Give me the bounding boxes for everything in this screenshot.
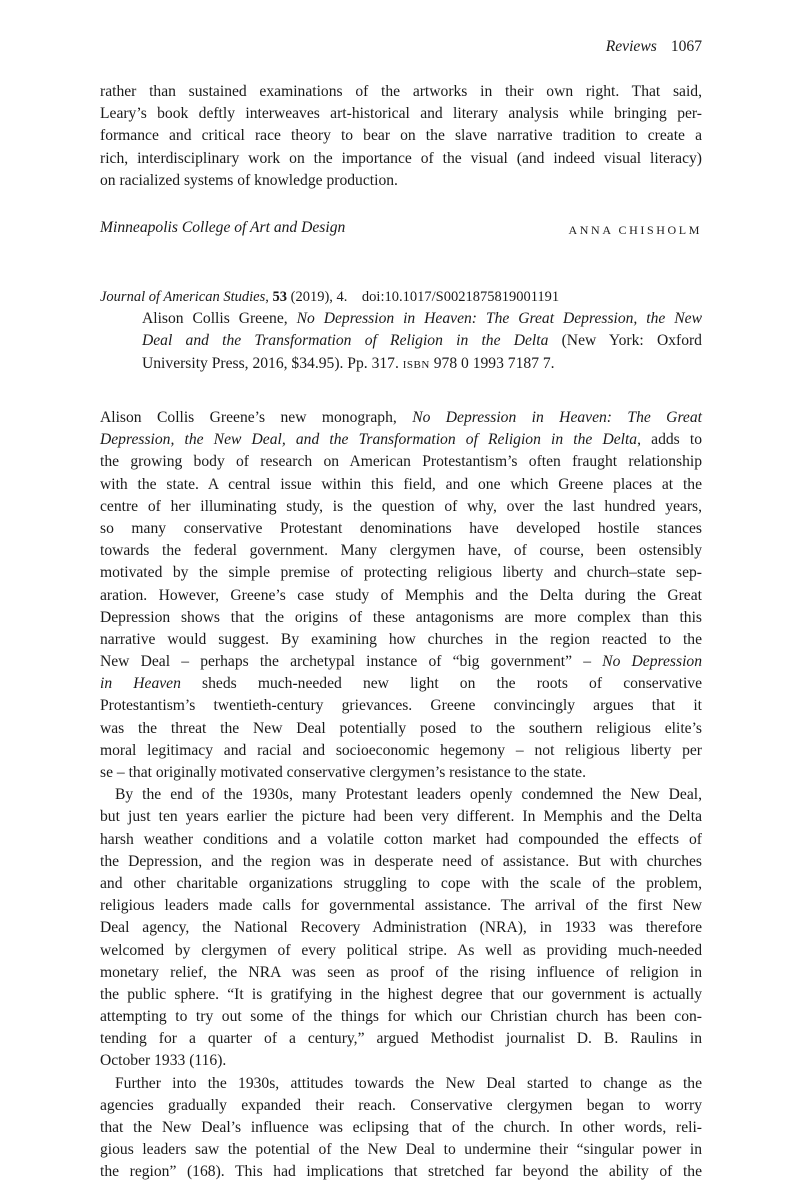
- text-line: [100, 851, 702, 873]
- text-segment: and other charitable organizations struggling to cope with the scale of the problem,: [100, 874, 702, 892]
- text-line: [100, 585, 702, 607]
- review-body: [100, 407, 702, 1184]
- text-line: [100, 1028, 702, 1050]
- text-segment: se – that originally motivated conservative clergymen’s resistance to the state.: [100, 764, 587, 781]
- text-segment: Protestantism’s twentieth-century grievances. Greene convincingly argues that it: [100, 697, 702, 715]
- text-segment: on racialized systems of knowledge production.: [100, 171, 398, 189]
- reviewer-institution: Minneapolis College of Art and Design: [100, 219, 346, 236]
- text-line: [100, 806, 702, 828]
- text-line: [142, 353, 702, 375]
- text-segment: Leary’s book deftly interweaves art-historical and literary analysis while bringing per-: [100, 105, 702, 123]
- italic-text: Journal of American Studies: [100, 289, 266, 305]
- text-segment: with the state. A central issue within this field, and one which Greene places at the: [100, 475, 702, 493]
- text-segment: agencies gradually expanded their reach. Conservative clergymen began to worry: [100, 1096, 702, 1114]
- text-line: [100, 125, 702, 147]
- text-segment: narrative would suggest. By examining how churches in the region reacted to the: [100, 630, 702, 648]
- text-line: [100, 1095, 702, 1117]
- book-citation: [100, 308, 702, 375]
- text-segment: New Deal – perhaps the archetypal instance of “big government” –: [100, 653, 603, 671]
- text-segment: October 1933 (116).: [100, 1052, 227, 1070]
- text-segment: University Press, 2016, $34.95). Pp. 317.: [142, 354, 403, 372]
- text-segment: By the end of the 1930s, many Protestant leaders openly condemned the New Deal,: [115, 786, 702, 804]
- page-number: 1067: [670, 38, 702, 55]
- text-line: [100, 762, 702, 784]
- text-line: [100, 740, 702, 762]
- running-header: [606, 38, 702, 56]
- paragraph: [100, 1073, 702, 1184]
- text-line: [100, 474, 702, 496]
- text-line: [100, 917, 702, 939]
- text-line: [100, 103, 702, 125]
- text-segment: rich, interdisciplinary work on the importance of the visual (and indeed visual literacy): [100, 149, 702, 167]
- text-segment: (New York: Oxford: [548, 332, 702, 350]
- text-segment: towards the federal government. Many clergymen have, of course, been ostensibly: [100, 542, 702, 560]
- bold-text: 53: [272, 289, 288, 305]
- paragraph: [100, 407, 702, 784]
- text-line: [142, 308, 702, 330]
- text-segment: aration. However, Greene’s case study of Memphis and the Delta during the Great: [100, 586, 702, 604]
- small-caps-text: ISBN: [402, 358, 430, 371]
- text-line: [100, 1117, 702, 1139]
- text-segment: Alison Collis Greene,: [142, 310, 297, 328]
- journal-citation-line: [100, 286, 702, 308]
- text-line: [100, 1073, 702, 1095]
- text-segment: motivated by the simple premise of protecting religious liberty and church–state sep-: [100, 564, 702, 582]
- text-line: [100, 607, 702, 629]
- italic-text: No Depression in Heaven: The Great: [412, 409, 702, 426]
- text-segment: moral legitimacy and racial and socioeconomic hegemony – not religious liberty per: [100, 741, 702, 759]
- text-line: [100, 540, 702, 562]
- italic-text: in Heaven: [100, 675, 181, 693]
- text-line: [100, 429, 702, 451]
- text-segment: monetary relief, the NRA was seen as proof of the rising influence of religion in: [100, 963, 702, 981]
- text-line: [100, 873, 702, 895]
- text-segment: Depression shows that the origins of these antagonisms are more complex than this: [100, 608, 702, 626]
- text-segment: attempting to try out some of the things for which our Christian church has been con-: [100, 1008, 702, 1026]
- text-segment: the growing body of research on American Protestantism’s often fraught relationship: [100, 453, 702, 471]
- text-segment: the region” (168). This had implications that stretched far beyond the ability of the: [100, 1163, 702, 1181]
- text-segment: (2019), 4. doi:10.1017/S0021875819001191: [287, 289, 560, 305]
- text-segment: Further into the 1930s, attitudes towards the New Deal started to change as the: [115, 1074, 702, 1092]
- text-line: [100, 518, 702, 540]
- text-line: [100, 829, 702, 851]
- text-segment: centre of her illuminating study, is the question of why, over the last hundred years,: [100, 497, 702, 515]
- text-line: [100, 784, 702, 806]
- italic-text: Deal and the Transformation of Religion in the Delta: [142, 332, 549, 350]
- text-line: [100, 170, 702, 192]
- text-line: [100, 984, 702, 1006]
- text-segment: , adds to: [637, 431, 702, 449]
- text-segment: the Depression, and the region was in desperate need of assistance. But with churches: [100, 852, 702, 870]
- text-segment: the public sphere. “It is gratifying in the highest degree that our government is actually: [100, 985, 702, 1003]
- section-title: Reviews: [605, 38, 657, 55]
- text-segment: 978 0 1993 7187 7.: [429, 354, 555, 372]
- text-segment: formance and critical race theory to bear on the slave narrative tradition to create a: [100, 127, 702, 145]
- paragraph: [100, 784, 702, 1072]
- text-line: [100, 81, 702, 103]
- text-line: [100, 940, 702, 962]
- text-line: [100, 562, 702, 584]
- text-segment: that the New Deal’s influence was eclipsing that of the church. In other words, reli-: [100, 1119, 702, 1136]
- text-line: [100, 1139, 702, 1161]
- review-citation: [100, 286, 702, 375]
- text-line: [100, 407, 702, 429]
- text-line: [142, 330, 702, 352]
- text-segment: tending for a quarter of a century,” argued Methodist journalist D. B. Raulins in: [100, 1030, 702, 1048]
- text-segment: welcomed by clergymen of every political stripe. As well as providing much-needed: [100, 941, 702, 959]
- text-line: [100, 651, 702, 673]
- text-line: [100, 148, 702, 170]
- text-segment: Alison Collis Greene’s new monograph,: [100, 409, 413, 426]
- text-segment: so many conservative Protestant denominations have developed hostile stances: [100, 519, 702, 537]
- text-line: [100, 673, 702, 695]
- previous-review-ending: [100, 81, 702, 192]
- italic-text: Depression, the New Deal, and the Transformation of Religion in the Delta: [100, 431, 638, 449]
- text-line: [100, 1006, 702, 1028]
- italic-text: No Depression: [602, 653, 702, 671]
- text-line: [100, 962, 702, 984]
- italic-text: No Depression in Heaven: The Great Depression, the New: [296, 310, 702, 328]
- text-line: [100, 496, 702, 518]
- text-segment: harsh weather conditions and a volatile cotton market had compounded the effects of: [100, 830, 702, 848]
- text-segment: sheds much-needed new light on the roots of conservative: [180, 675, 702, 693]
- text-segment: was the threat the New Deal potentially posed to the southern religious elite’s: [100, 719, 702, 737]
- text-line: [100, 895, 702, 917]
- text-segment: but just ten years earlier the picture had been very different. In Memphis and the Delta: [100, 808, 702, 826]
- text-segment: religious leaders made calls for governmental assistance. The arrival of the first New: [100, 897, 702, 915]
- text-segment: rather than sustained examinations of the artworks in their own right. That said,: [100, 83, 702, 100]
- text-segment: gious leaders saw the potential of the New Deal to undermine their “singular power in: [100, 1141, 702, 1159]
- reviewer-signature: [100, 219, 702, 241]
- text-line: [100, 1050, 702, 1072]
- text-line: [100, 451, 702, 473]
- text-segment: ,: [265, 289, 273, 305]
- text-segment: Deal agency, the National Recovery Administration (NRA), in 1933 was therefore: [100, 919, 702, 937]
- text-line: [100, 695, 702, 717]
- reviewer-name: ANNA CHISHOLM: [568, 223, 702, 237]
- text-line: [100, 629, 702, 651]
- text-line: [100, 1161, 702, 1183]
- text-line: [100, 718, 702, 740]
